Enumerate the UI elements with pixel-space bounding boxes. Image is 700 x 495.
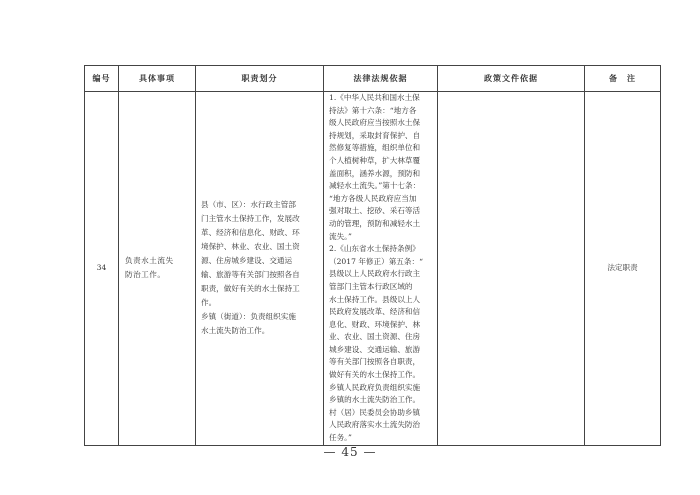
header-note: 备 注	[585, 66, 661, 92]
cell-number: 34	[85, 92, 119, 446]
cell-note: 法定职责	[585, 92, 661, 446]
header-policy-basis: 政策文件依据	[438, 66, 585, 92]
header-law-basis: 法律法规依据	[324, 66, 438, 92]
table-header-row	[85, 66, 661, 92]
page-number: — 45 —	[323, 445, 377, 459]
duty-text: 县（市、区）：水行政主管部 门主管水土保持工作，发展改 革、经济和信息化、财政、环 境保护、林业、农业、国土资 源、住房城乡建设、交通运 输、旅游等有关部门按照各自 职责，做好有关的水土保持工 作。 乡镇（街道）：负责组织实施 水土流失防治工作。	[201, 200, 300, 336]
cell-policy-basis	[438, 92, 585, 446]
cell-duty	[196, 92, 324, 446]
cell-law-basis	[324, 92, 438, 446]
header-item: 具体事项	[119, 66, 196, 92]
header-duty: 职责划分	[196, 66, 324, 92]
law-text: 1.《中华人民共和国水土保 持法》第十六条：“地方各 级人民政府应当按照水土保 持规划，采取封育保护、自 然修复等措施，组织单位和 个人植树种草，扩大林草覆 盖面积，涵养水源，预防和 减轻水土流失。”第十七条： “地方各级人民政府应当加 强对取土、挖砂、采石等活 动的管理，预防和减轻水土 流失。” 2.《山东省水土保持条例》 （2017 年修正）第五条：“ 县级以上人民政府水行政主 管部门主管本行政区域的 水土保持工作。县级以上人 民政府发展改革、经济和信 息化、财政、环境保护、林 业、农业、国土资源、住房 城乡建设、交通运输、旅游 等有关部门按照各自职责， 做好有关的水土保持工作。 乡镇人民政府负责组织实施 乡镇的水土流失防治工作。 村（居）民委员会协助乡镇 人民政府落实水土流失防治 任务。”	[329, 93, 423, 443]
item-text: 负责水土流失 防治工作。	[125, 256, 174, 280]
responsibility-table	[84, 65, 661, 446]
table-row	[85, 92, 661, 446]
cell-item	[119, 92, 196, 446]
header-number: 编号	[85, 66, 119, 92]
